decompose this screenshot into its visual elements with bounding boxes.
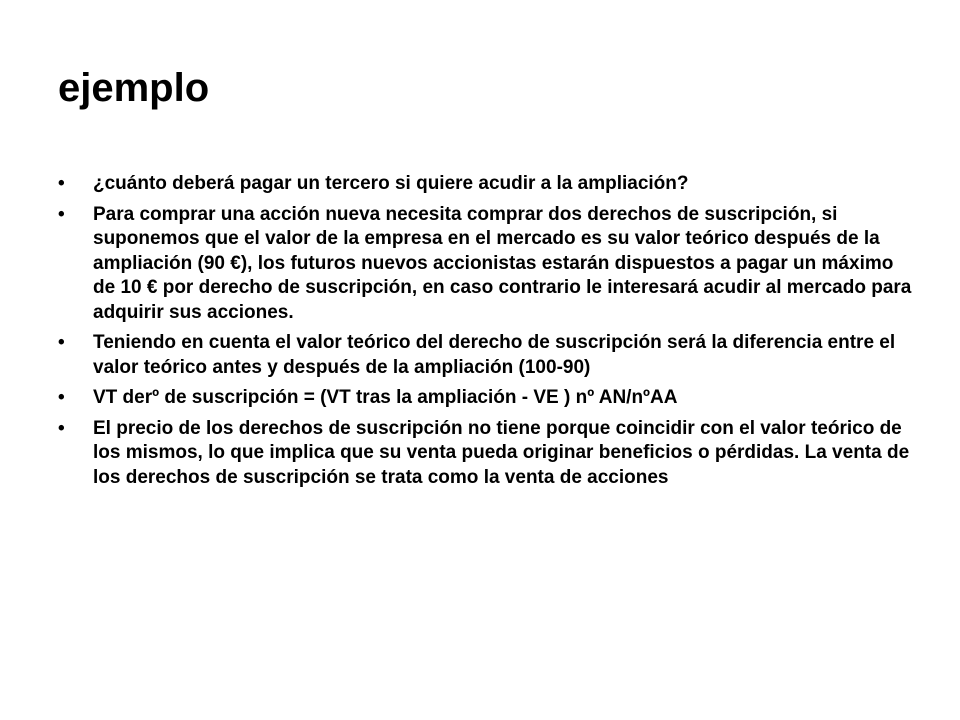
slide-title: ejemplo <box>58 66 210 110</box>
bullet-icon: • <box>58 332 65 353</box>
bullet-list <box>58 172 918 496</box>
bullet-icon: • <box>58 387 65 408</box>
bullet-item <box>58 417 918 491</box>
bullet-item <box>58 386 918 411</box>
bullet-icon: • <box>58 203 65 225</box>
bullet-text: Teniendo en cuenta el valor teórico del derecho de suscripción será la diferencia entre el valor teórico antes y después de la ampliación (100-90) <box>93 332 896 378</box>
bullet-item <box>58 172 918 197</box>
bullet-text: ¿cuánto deberá pagar un tercero si quiere acudir a la ampliación? <box>93 173 689 194</box>
bullet-text: VT derº de suscripción = (VT tras la ampliación - VE ) nº AN/nºAA <box>93 387 678 408</box>
bullet-item <box>58 203 918 326</box>
bullet-icon: • <box>58 173 65 194</box>
bullet-icon: • <box>58 417 65 439</box>
bullet-text: El precio de los derechos de suscripción no tiene porque coincidir con el valor teórico de los mismos, lo que implica que su venta pueda originar beneficios o pérdidas. La venta de los derechos de suscripción se trata como la venta de acciones <box>93 417 910 488</box>
bullet-item <box>58 331 918 380</box>
bullet-text: Para comprar una acción nueva necesita comprar dos derechos de suscripción, si suponemos que el valor de la empresa en el mercado es su valor teórico después de la ampliación (90 €), los futuros nuevos accionistas estarán dispuestos a pagar un máximo de 10 € por derecho de suscripción, en caso contrario le interesará acudir al mercado para adquirir sus acciones. <box>93 203 912 323</box>
